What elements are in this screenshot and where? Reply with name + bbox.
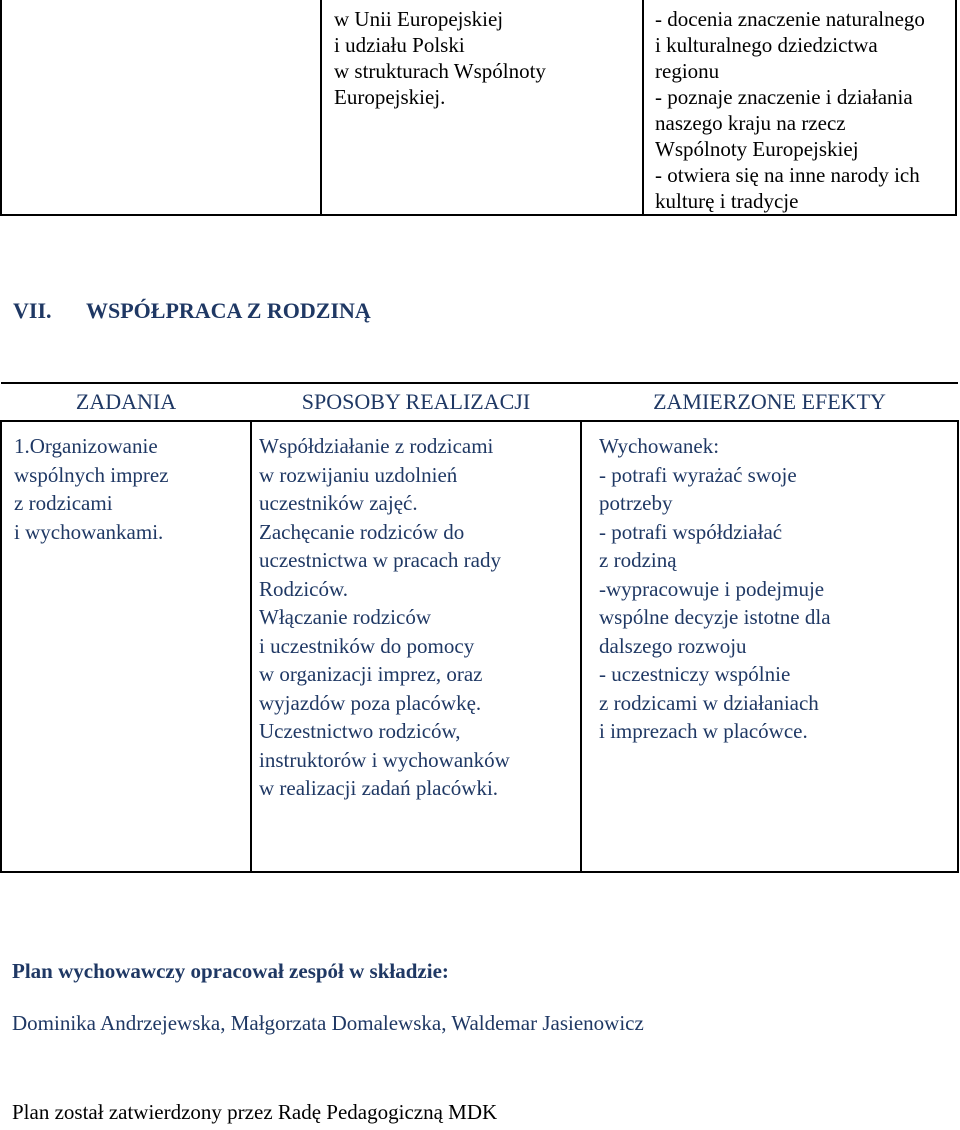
section-number: VII.: [13, 298, 52, 323]
effects-text: Wychowanek: - potrafi wyrażać swoje potrzeby - potrafi współdziałać z rodziną -wypracowuje i podejmuje wspólne decyzje istotne dla dalszego rozwoju - uczestniczy wspólnie z rodzicami w działaniach i imprezach w placówce.: [599, 434, 831, 743]
empty-task-cell: [1, 0, 321, 215]
tasks-cell: [1, 421, 251, 872]
methods-text: Współdziałanie z rodzicami w rozwijaniu uzdolnień uczestników zajęć. Zachęcanie rodziców do uczestnictwa w pracach rady Rodziców. Włączanie rodziców i uczestników do pomocy w organizacji imprez, oraz wyjazdów poza placówkę. Uczestnictwo rodziców, instruktorów i wychowanków w realizacji zadań placówki.: [259, 434, 510, 800]
continuation-table: [0, 0, 957, 216]
table-row: [1, 421, 958, 872]
methods-cell: [251, 421, 581, 872]
header-methods: SPOSOBY REALIZACJI: [251, 383, 581, 421]
tasks-text: 1.Organizowanie wspólnych imprez z rodzicami i wychowankami.: [14, 434, 169, 544]
methods-cell: [321, 0, 643, 215]
header-tasks: ZADANIA: [1, 383, 251, 421]
effects-cell: [581, 421, 958, 872]
effects-text: - docenia znaczenie naturalnego i kulturalnego dziedzictwa regionu - poznaje znaczenie i działania naszego kraju na rzecz Wspólnoty Europejskiej - otwiera się na inne narody ich kulturę i tradycje: [655, 7, 925, 213]
plan-authors-heading: Plan wychowawczy opracował zespół w składzie:: [12, 959, 449, 983]
plan-authors-list: Dominika Andrzejewska, Małgorzata Domalewska, Waldemar Jasienowicz: [12, 1011, 644, 1035]
section-heading: [13, 298, 371, 324]
table-header-row: [1, 383, 958, 421]
plan-approval-note: Plan został zatwierdzony przez Radę Pedagogiczną MDK: [12, 1100, 498, 1124]
family-cooperation-table: [0, 382, 959, 873]
effects-cell: [643, 0, 956, 215]
methods-text: w Unii Europejskiej i udziału Polski w strukturach Wspólnoty Europejskiej.: [334, 7, 546, 109]
section-title: WSPÓŁPRACA Z RODZINĄ: [86, 298, 371, 323]
header-effects: ZAMIERZONE EFEKTY: [581, 383, 958, 421]
table-row: [1, 0, 956, 215]
